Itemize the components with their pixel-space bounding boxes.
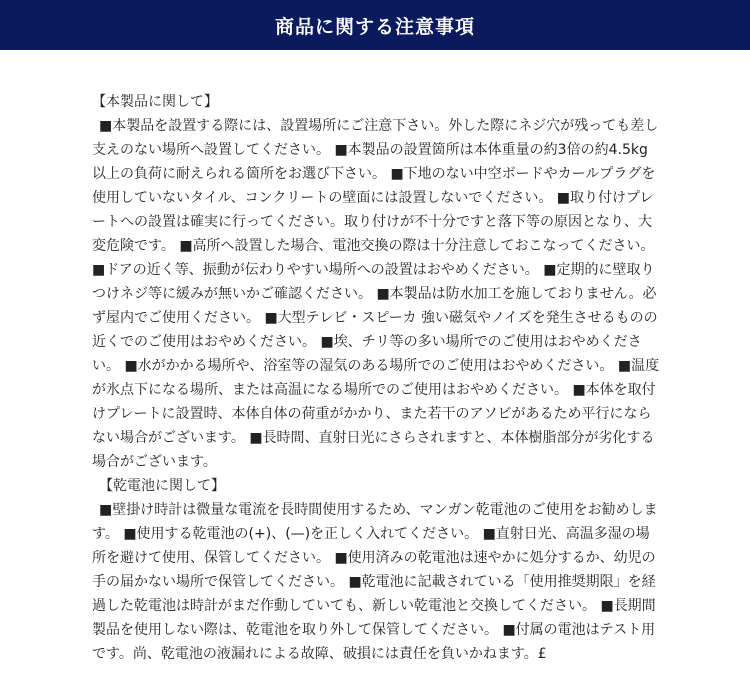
notice-content bbox=[92, 90, 660, 690]
section-product bbox=[92, 90, 660, 474]
section-body-product: ■本製品を設置する際には、設置場所にご注意下さい。外した際にネジ穴が残っても差し支えのない場所へ設置してください。 ■本製品の設置箇所は本体重量の約3倍の約4.5kg以上の負荷に耐えられる箇所をお選び下さい。 ■下地のない中空ボードやカールプラグを使用していないタイル、コンクリートの壁面には設置しないでください。 ■取り付けプレートへの設置は確実に行ってください。取り付けが不十分ですと落下等の原因となり、大変危険です。 ■高所へ設置した場合、電池交換の際は十分注意しておこなってください。 ■ドアの近く等、振動が伝わりやすい場所への設置はおやめください。 ■定期的に壁取りつけネジ等に緩みが無いかご確認ください。 ■本製品は防水加工を施しておりません。必ず屋内でご使用ください。 ■大型テレビ・スピーカ 強い磁気やノイズを発生させるものの近くでのご使用はおやめください。 ■埃、チリ等の多い場所でのご使用はおやめください。 ■水がかかる場所や、浴室等の湿気のある場所でのご使用はおやめください。 ■温度が氷点下になる場所、または高温になる場所でのご使用はおやめください。 ■本体を取付けプレートに設置時、本体自体の荷重がかかり、また若干のアソビがあるため平行にならない場合がございます。 ■長時間、直射日光にさらされますと、本体樹脂部分が劣化する場合がございます。 bbox=[92, 118, 660, 470]
section-heading-battery: 【乾電池に関して】 bbox=[99, 478, 225, 494]
section-battery bbox=[92, 474, 660, 666]
header-bar bbox=[0, 0, 750, 50]
section-body-battery: ■壁掛け時計は微量な電流を長時間使用するため、マンガン乾電池のご使用をお勧めします。 ■使用する乾電池の(+)、(—)を正しく入れてください。 ■直射日光、高温多湿の場所を避けて使用、保管してください。 ■使用済みの乾電池は速やかに処分するか、幼児の手の届かない場所で保管してください。 ■乾電池に記載されている「使用推奨期限」を経過した乾電池は時計がまだ作動していても、新しい乾電池と交換してください。 ■長期間製品を使用しない際は、乾電池を取り外して保管してください。 ■付属の電池はテスト用です。尚、乾電池の液漏れによる故障、破損には責任を負いかねます。£ bbox=[92, 502, 658, 662]
page-title: 商品に関する注意事項 bbox=[274, 15, 475, 38]
section-heading-product: 【本製品に関して】 bbox=[92, 94, 218, 110]
